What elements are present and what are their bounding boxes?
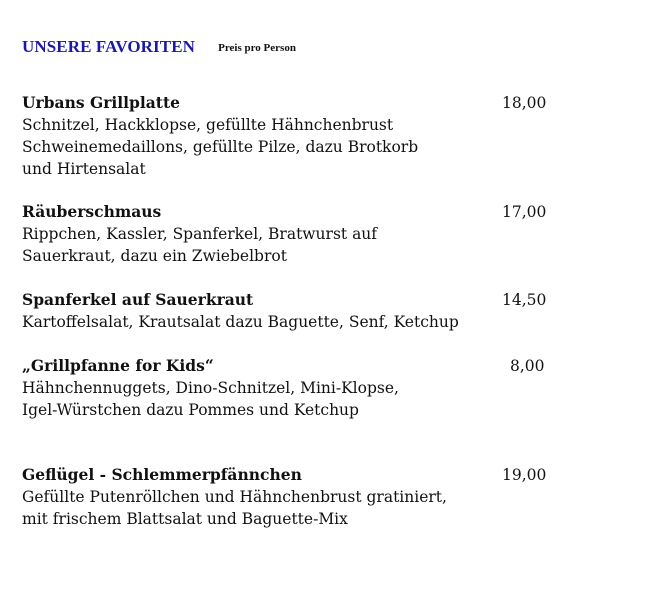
menu-item <box>22 289 552 333</box>
section-title: UNSERE FAVORITEN <box>22 37 196 56</box>
dish-description-line: Schnitzel, Hackklopse, gefüllte Hähnchenbrust <box>22 116 394 134</box>
dish-description-line: Hähnchennuggets, Dino-Schnitzel, Mini-Klopse, <box>22 379 399 397</box>
menu-item <box>22 355 552 421</box>
dish-price: 18,00 <box>502 94 547 112</box>
dish-name: Geflügel - Schlemmerpfännchen <box>22 465 302 484</box>
dish-name: Spanferkel auf Sauerkraut <box>22 290 254 309</box>
dish-description-line: und Hirtensalat <box>22 160 146 178</box>
dish-description-line: Rippchen, Kassler, Spanferkel, Bratwurst auf <box>22 225 378 243</box>
menu-item <box>22 201 552 267</box>
dish-description-line: mit frischem Blattsalat und Baguette-Mix <box>22 510 348 528</box>
dish-price: 19,00 <box>502 466 547 484</box>
dish-description-line: Gefüllte Putenröllchen und Hähnchenbrust gratiniert, <box>22 488 447 506</box>
dish-name: Räuberschmaus <box>22 202 162 221</box>
dish-price: 8,00 <box>510 357 545 375</box>
dish-name: Urbans Grillplatte <box>22 93 180 112</box>
menu-item <box>22 92 552 180</box>
dish-description-line: Igel-Würstchen dazu Pommes und Ketchup <box>22 401 359 419</box>
dish-price: 17,00 <box>502 203 547 221</box>
dish-description-line: Sauerkraut, dazu ein Zwiebelbrot <box>22 247 287 265</box>
dish-description-line: Kartoffelsalat, Krautsalat dazu Baguette, Senf, Ketchup <box>22 313 459 331</box>
dish-price: 14,50 <box>502 291 547 309</box>
menu-header <box>22 37 296 57</box>
price-note: Preis pro Person <box>218 42 296 54</box>
dish-description-line: Schweinemedaillons, gefüllte Pilze, dazu Brotkorb <box>22 138 419 156</box>
dish-name: „Grillpfanne for Kids“ <box>22 356 214 375</box>
menu-item <box>22 464 552 530</box>
